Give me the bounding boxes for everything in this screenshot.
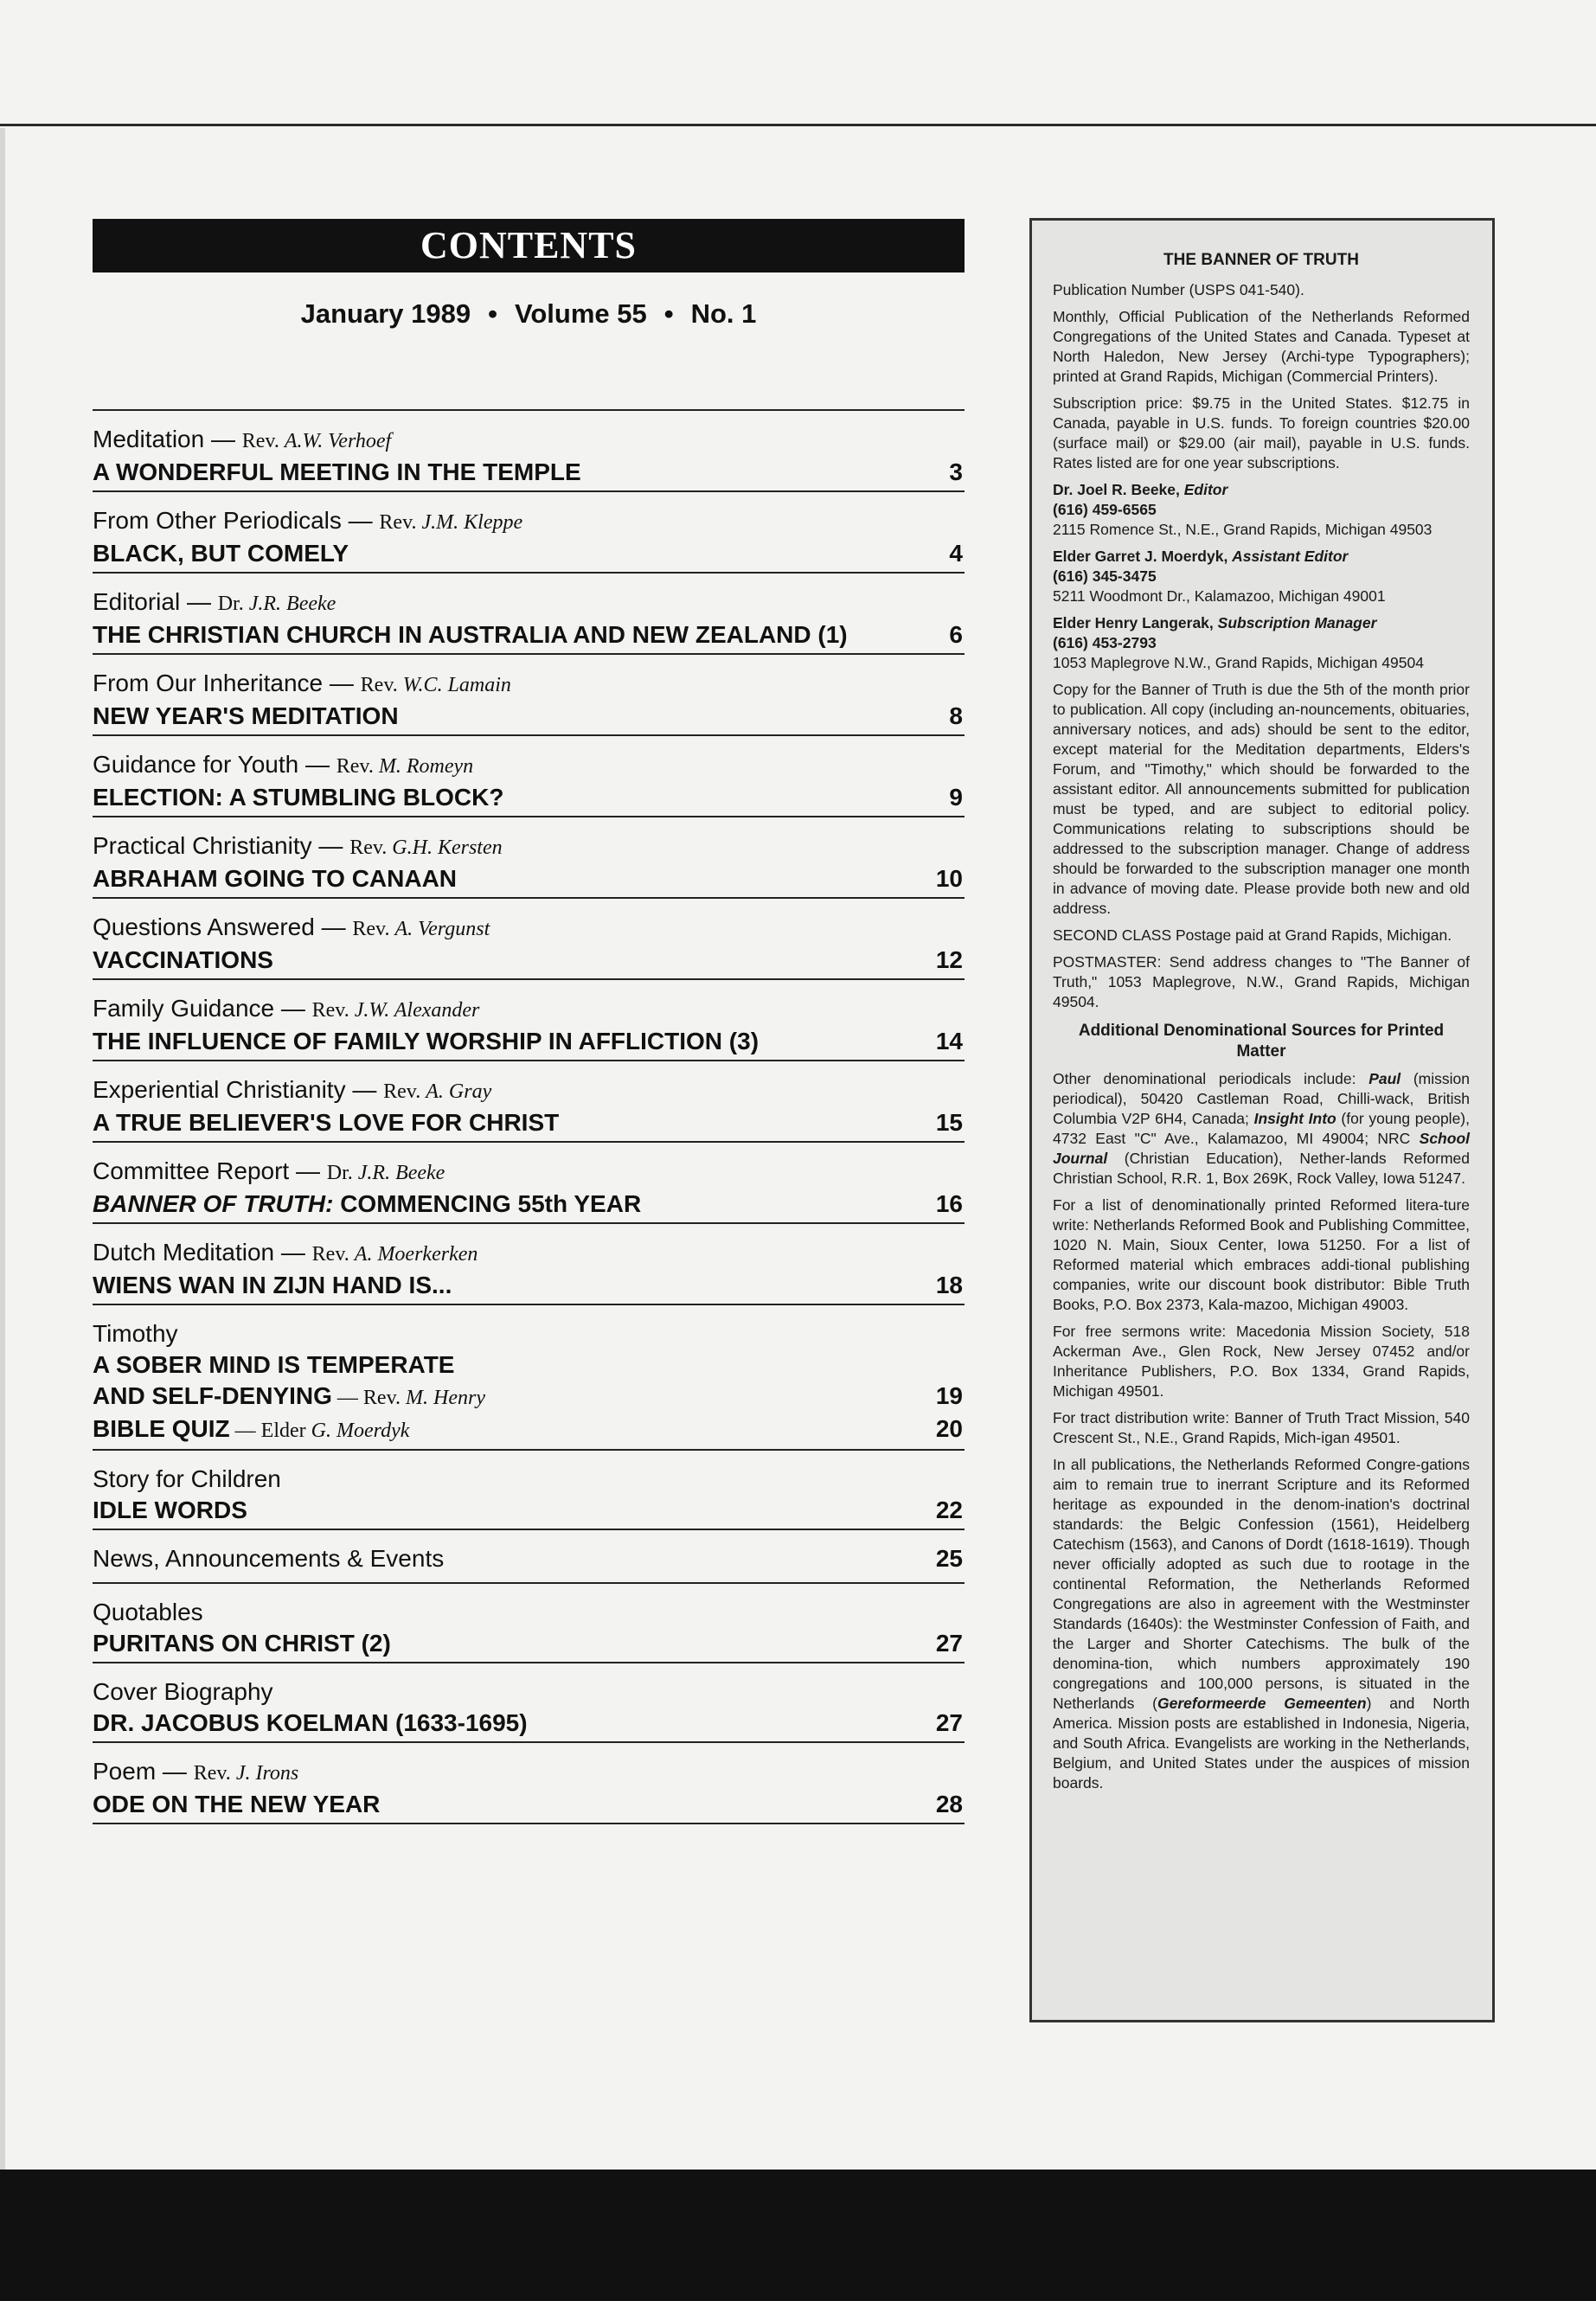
department-name: Family Guidance — [93, 995, 312, 1022]
department-name: News, Announcements & Events [93, 1545, 445, 1572]
additional-sources-heading: Additional Denominational Sources for Printed Matter [1078, 1022, 1445, 1061]
copy-policy: Copy for the Banner of Truth is due the 5th of the month prior to publication. All copy (including an-nouncements, obituaries, anniversary notices, and ads) should be sent to the editor, except material for the Meditation departments, Elders's Forum, and "Timothy," which should be forwarded to the assistant editor. All announcements submitted for publication must be typed, and are subject to editorial policy. Communications relating to subscriptions should be addressed to the subscription manager. Change of address should be forwarded to the subscription manager one month in advance of moving date. Please provide both new and old address. [1053, 681, 1470, 917]
article-title: VACCINATIONS [93, 946, 273, 973]
article-title-row [93, 1495, 965, 1529]
second-class-postage: SECOND CLASS Postage paid at Grand Rapids, Michigan. [1053, 926, 1452, 944]
department-line [93, 1224, 965, 1270]
author: Rev. M. Romeyn [336, 755, 474, 778]
article-title-row [93, 701, 965, 734]
article-title: AND SELF-DENYING — Rev. M. Henry [93, 1382, 485, 1409]
article-title-row [93, 782, 965, 816]
publication-info: Monthly, Official Publication of the Netherlands Reformed Congregations of the United States and Canada. Typeset at North Haledon, New Jersey (Archi-type Typographers); printed at Grand Rapids, Michigan (Commercial Printers). [1053, 308, 1470, 385]
article-title: ELECTION: A STUMBLING BLOCK? [93, 784, 504, 811]
author: Rev. G.H. Kersten [349, 836, 503, 859]
article-title: WIENS WAN IN ZIJN HAND IS... [93, 1272, 452, 1298]
article-title: DR. JACOBUS KOELMAN (1633-1695) [93, 1709, 528, 1736]
article-title-row [93, 863, 965, 897]
department-name: From Our Inheritance — [93, 670, 361, 696]
author: Dr. J.R. Beeke [326, 1162, 445, 1184]
article-title-row [93, 1189, 965, 1222]
department-line [93, 1305, 965, 1349]
department-name: Guidance for Youth — [93, 751, 337, 778]
page-number: 15 [935, 1109, 963, 1136]
author: Rev. A.W. Verhoef [241, 430, 392, 452]
page-number: 18 [935, 1272, 963, 1298]
department-name: Experiential Christianity — [93, 1076, 384, 1103]
department-line [93, 899, 965, 945]
page-number: 6 [949, 621, 963, 648]
page-number: 10 [935, 865, 963, 892]
masthead-title: THE BANNER OF TRUTH [1163, 251, 1359, 269]
department-name: Dutch Meditation — [93, 1239, 312, 1266]
toc-entry-dutch[interactable] [93, 1224, 965, 1304]
article-title: ABRAHAM GOING TO CANAAN [93, 865, 458, 892]
author: Rev. J. Irons [193, 1762, 299, 1785]
department-line [93, 1451, 965, 1495]
article-title: A SOBER MIND IS TEMPERATE [93, 1351, 455, 1378]
department-line [93, 1061, 965, 1107]
page-number: 27 [935, 1630, 963, 1657]
article-title: ODE ON THE NEW YEAR [93, 1791, 381, 1817]
publication-number: Publication Number (USPS 041-540). [1053, 281, 1304, 298]
toc-entry-quotables[interactable] [93, 1584, 965, 1662]
author: Rev. J.M. Kleppe [379, 511, 523, 534]
postmaster-notice: POSTMASTER: Send address changes to "The Banner of Truth," 1053 Maplegrove, N.W., Grand Rapids, Michigan 49504. [1053, 953, 1470, 1010]
bullet-separator: • [488, 298, 497, 329]
other-periodicals: Other denominational periodicals include: Paul (mission periodical), 50420 Castleman Road, Chilli-wack, British Columbia V2P 6H4, Canada; Insight Into (for young people), 4732 East "C" Ave., Kalamazoo, MI 49004; NRC School Journal (Christian Education), Nether-lands Reformed Christian School, R.R. 1, Box 269K, Rock Valley, Iowa 51247. [1053, 1070, 1470, 1187]
toc-entry-news[interactable] [93, 1530, 965, 1582]
assistant-editor-contact: Elder Garret J. Moerdyk, Assistant Editor (616) 345-3475 5211 Woodmont Dr., Kalamazoo, Michigan 49001 [1053, 548, 1386, 605]
article-title-row [93, 1349, 965, 1381]
author: Rev. J.W. Alexander [311, 999, 480, 1022]
article-title: A WONDERFUL MEETING IN THE TEMPLE [93, 458, 581, 485]
literature-sources: For a list of denominationally printed Reformed litera-ture write: Netherlands Reformed Book and Publishing Committee, 1020 N. Main, Sioux Center, Iowa 51250. For a list of Reformed material which embraces addi-tional publishing companies, write our discount book distributor: Bible Truth Books, P.O. Box 2373, Kala-mazoo, Michigan 49003. [1053, 1196, 1470, 1313]
department-line [93, 1584, 965, 1628]
issue-line [93, 298, 965, 330]
article-title-row [93, 1789, 965, 1823]
article-title: THE CHRISTIAN CHURCH IN AUSTRALIA AND NEW ZEALAND (1) [93, 621, 848, 648]
toc-entry-cover-biography[interactable] [93, 1663, 965, 1741]
page-number: 8 [949, 702, 963, 729]
issue-date: January 1989 [300, 298, 471, 329]
table-of-contents [93, 409, 965, 1824]
page-number: 25 [935, 1545, 963, 1572]
scan-edge-left [0, 128, 5, 2170]
divider [93, 1823, 965, 1824]
bullet-separator: • [663, 298, 674, 329]
author: Rev. W.C. Lamain [360, 674, 511, 696]
article-title: A TRUE BELIEVER'S LOVE FOR CHRIST [93, 1109, 560, 1136]
subscription-manager-contact: Elder Henry Langerak, Subscription Manager (616) 453-2793 1053 Maplegrove N.W., Grand Rapids, Michigan 49504 [1053, 614, 1424, 671]
article-title-row [93, 1381, 965, 1413]
article-title: BLACK, BUT COMELY [93, 540, 349, 567]
toc-entry-youth[interactable] [93, 736, 965, 816]
author: Dr. J.R. Beeke [217, 593, 337, 615]
article-title: NEW YEAR'S MEDITATION [93, 702, 399, 729]
toc-entry-experiential[interactable] [93, 1061, 965, 1141]
department-name: Story for Children [93, 1465, 281, 1492]
page-number: 4 [949, 540, 963, 567]
page-number: 27 [935, 1709, 963, 1736]
article-title-row [93, 457, 965, 490]
author: Rev. A. Gray [383, 1080, 492, 1103]
department-name: Timothy [93, 1320, 178, 1347]
page-number: 14 [935, 1028, 963, 1054]
page-number: 19 [935, 1382, 963, 1409]
page-number: 20 [935, 1415, 963, 1442]
page-number: 28 [935, 1791, 963, 1817]
article-title-row [93, 1413, 965, 1449]
tract-sources: For tract distribution write: Banner of Truth Tract Mission, 540 Crescent St., N.E., Grand Rapids, Mich-igan 49501. [1053, 1409, 1470, 1446]
department-line [93, 817, 965, 863]
masthead-box [1029, 218, 1495, 2022]
author: Rev. A. Vergunst [352, 918, 490, 940]
article-title: BANNER OF TRUTH: COMMENCING 55th YEAR [93, 1190, 642, 1217]
toc-entry-timothy[interactable] [93, 1305, 965, 1449]
sermon-sources: For free sermons write: Macedonia Mission Society, 518 Ackerman Ave., Glen Rock, New Jersey 07452 and/or Inheritance Publishers, P.O. Box 1334, Grand Rapids, Michigan 49501. [1053, 1323, 1470, 1400]
page-number: 3 [949, 458, 963, 485]
scan-margin-top [0, 0, 1596, 128]
department-name: Practical Christianity — [93, 832, 350, 859]
department-name: Quotables [93, 1599, 203, 1625]
department-line [93, 1743, 965, 1789]
department-line [93, 980, 965, 1026]
department-name: Poem — [93, 1758, 194, 1785]
toc-entry-other-periodicals[interactable] [93, 492, 965, 572]
doctrinal-statement: In all publications, the Netherlands Reformed Congre-gations aim to remain true to inerrant Scripture and its Reformed heritage as expounded in the denom-ination's doctrinal standards: the Belgic Confession (1561), Heidelberg Catechism (1563), and Canons of Dordt (1618-1619). Though never officially adopted as such due to rootage in the continental Reformation, the Netherlands Reformed Congregations are also in agreement with the Westminster Standards (1640s): the Westminster Confession of Faith, and the Larger and Shorter Catechisms. The bulk of the denomina-tion, which numbers approximately 190 congregations and 100,000 persons, is situated in the Netherlands (Gereformeerde Gemeenten) and North America. Mission posts are established in Indonesia, Nigeria, and South Africa. Evangelists are working in the Netherlands, Belgium, and United States under the auspices of mission boards. [1053, 1456, 1471, 1791]
article-title: BIBLE QUIZ — Elder G. Moerdyk [93, 1415, 410, 1442]
article-title-row [93, 1107, 965, 1141]
toc-entry-editorial[interactable] [93, 574, 965, 653]
department-name: Meditation — [93, 426, 242, 452]
toc-entry-meditation[interactable] [93, 411, 965, 490]
department-name: Editorial — [93, 588, 218, 615]
page-number: 22 [935, 1497, 963, 1523]
page-number: 9 [949, 784, 963, 811]
department-line [93, 411, 965, 457]
article-title: IDLE WORDS [93, 1497, 247, 1523]
department-line [93, 736, 965, 782]
toc-entry-questions[interactable] [93, 899, 965, 978]
department-line [93, 574, 965, 619]
contents-banner: CONTENTS [93, 219, 965, 272]
article-title-row [93, 1270, 965, 1304]
author: Rev. A. Moerkerken [311, 1243, 478, 1266]
toc-entry-poem[interactable] [93, 1743, 965, 1823]
page-number: 16 [935, 1190, 963, 1217]
toc-entry-committee[interactable] [93, 1143, 965, 1222]
article-title-row [93, 1628, 965, 1662]
toc-entry-inheritance[interactable] [93, 655, 965, 734]
article-title: THE INFLUENCE OF FAMILY WORSHIP IN AFFLICTION (3) [93, 1028, 760, 1054]
article-title-row [93, 1026, 965, 1060]
toc-entry-family[interactable] [93, 980, 965, 1060]
department-line [93, 492, 965, 538]
page-number: 12 [935, 946, 963, 973]
article-title: PURITANS ON CHRIST (2) [93, 1630, 391, 1657]
issue-volume: Volume 55 [514, 298, 647, 329]
toc-entry-practical[interactable] [93, 817, 965, 897]
department-name: Cover Biography [93, 1678, 273, 1705]
department-name: Committee Report — [93, 1157, 327, 1184]
subscription-price: Subscription price: $9.75 in the United States. $12.75 in Canada, payable in U.S. funds. To foreign countries $20.00 (surface mail) or $29.00 (air mail), payable in U.S. funds. Rates listed are for one year subscriptions. [1053, 394, 1470, 471]
article-title-row [93, 538, 965, 572]
editor-contact: Dr. Joel R. Beeke, Editor (616) 459-6565 2115 Romence St., N.E., Grand Rapids, Michigan 49503 [1053, 481, 1433, 538]
article-title-row [93, 945, 965, 978]
scan-edge-line [0, 124, 1596, 126]
department-line [93, 1143, 965, 1189]
toc-entry-story[interactable] [93, 1451, 965, 1529]
article-title-row [93, 619, 965, 653]
department-name: Questions Answered — [93, 913, 353, 940]
department-line [93, 1663, 965, 1708]
department-name: From Other Periodicals — [93, 507, 380, 534]
issue-number: No. 1 [690, 298, 757, 329]
article-title-row [93, 1708, 965, 1741]
department-line [93, 655, 965, 701]
